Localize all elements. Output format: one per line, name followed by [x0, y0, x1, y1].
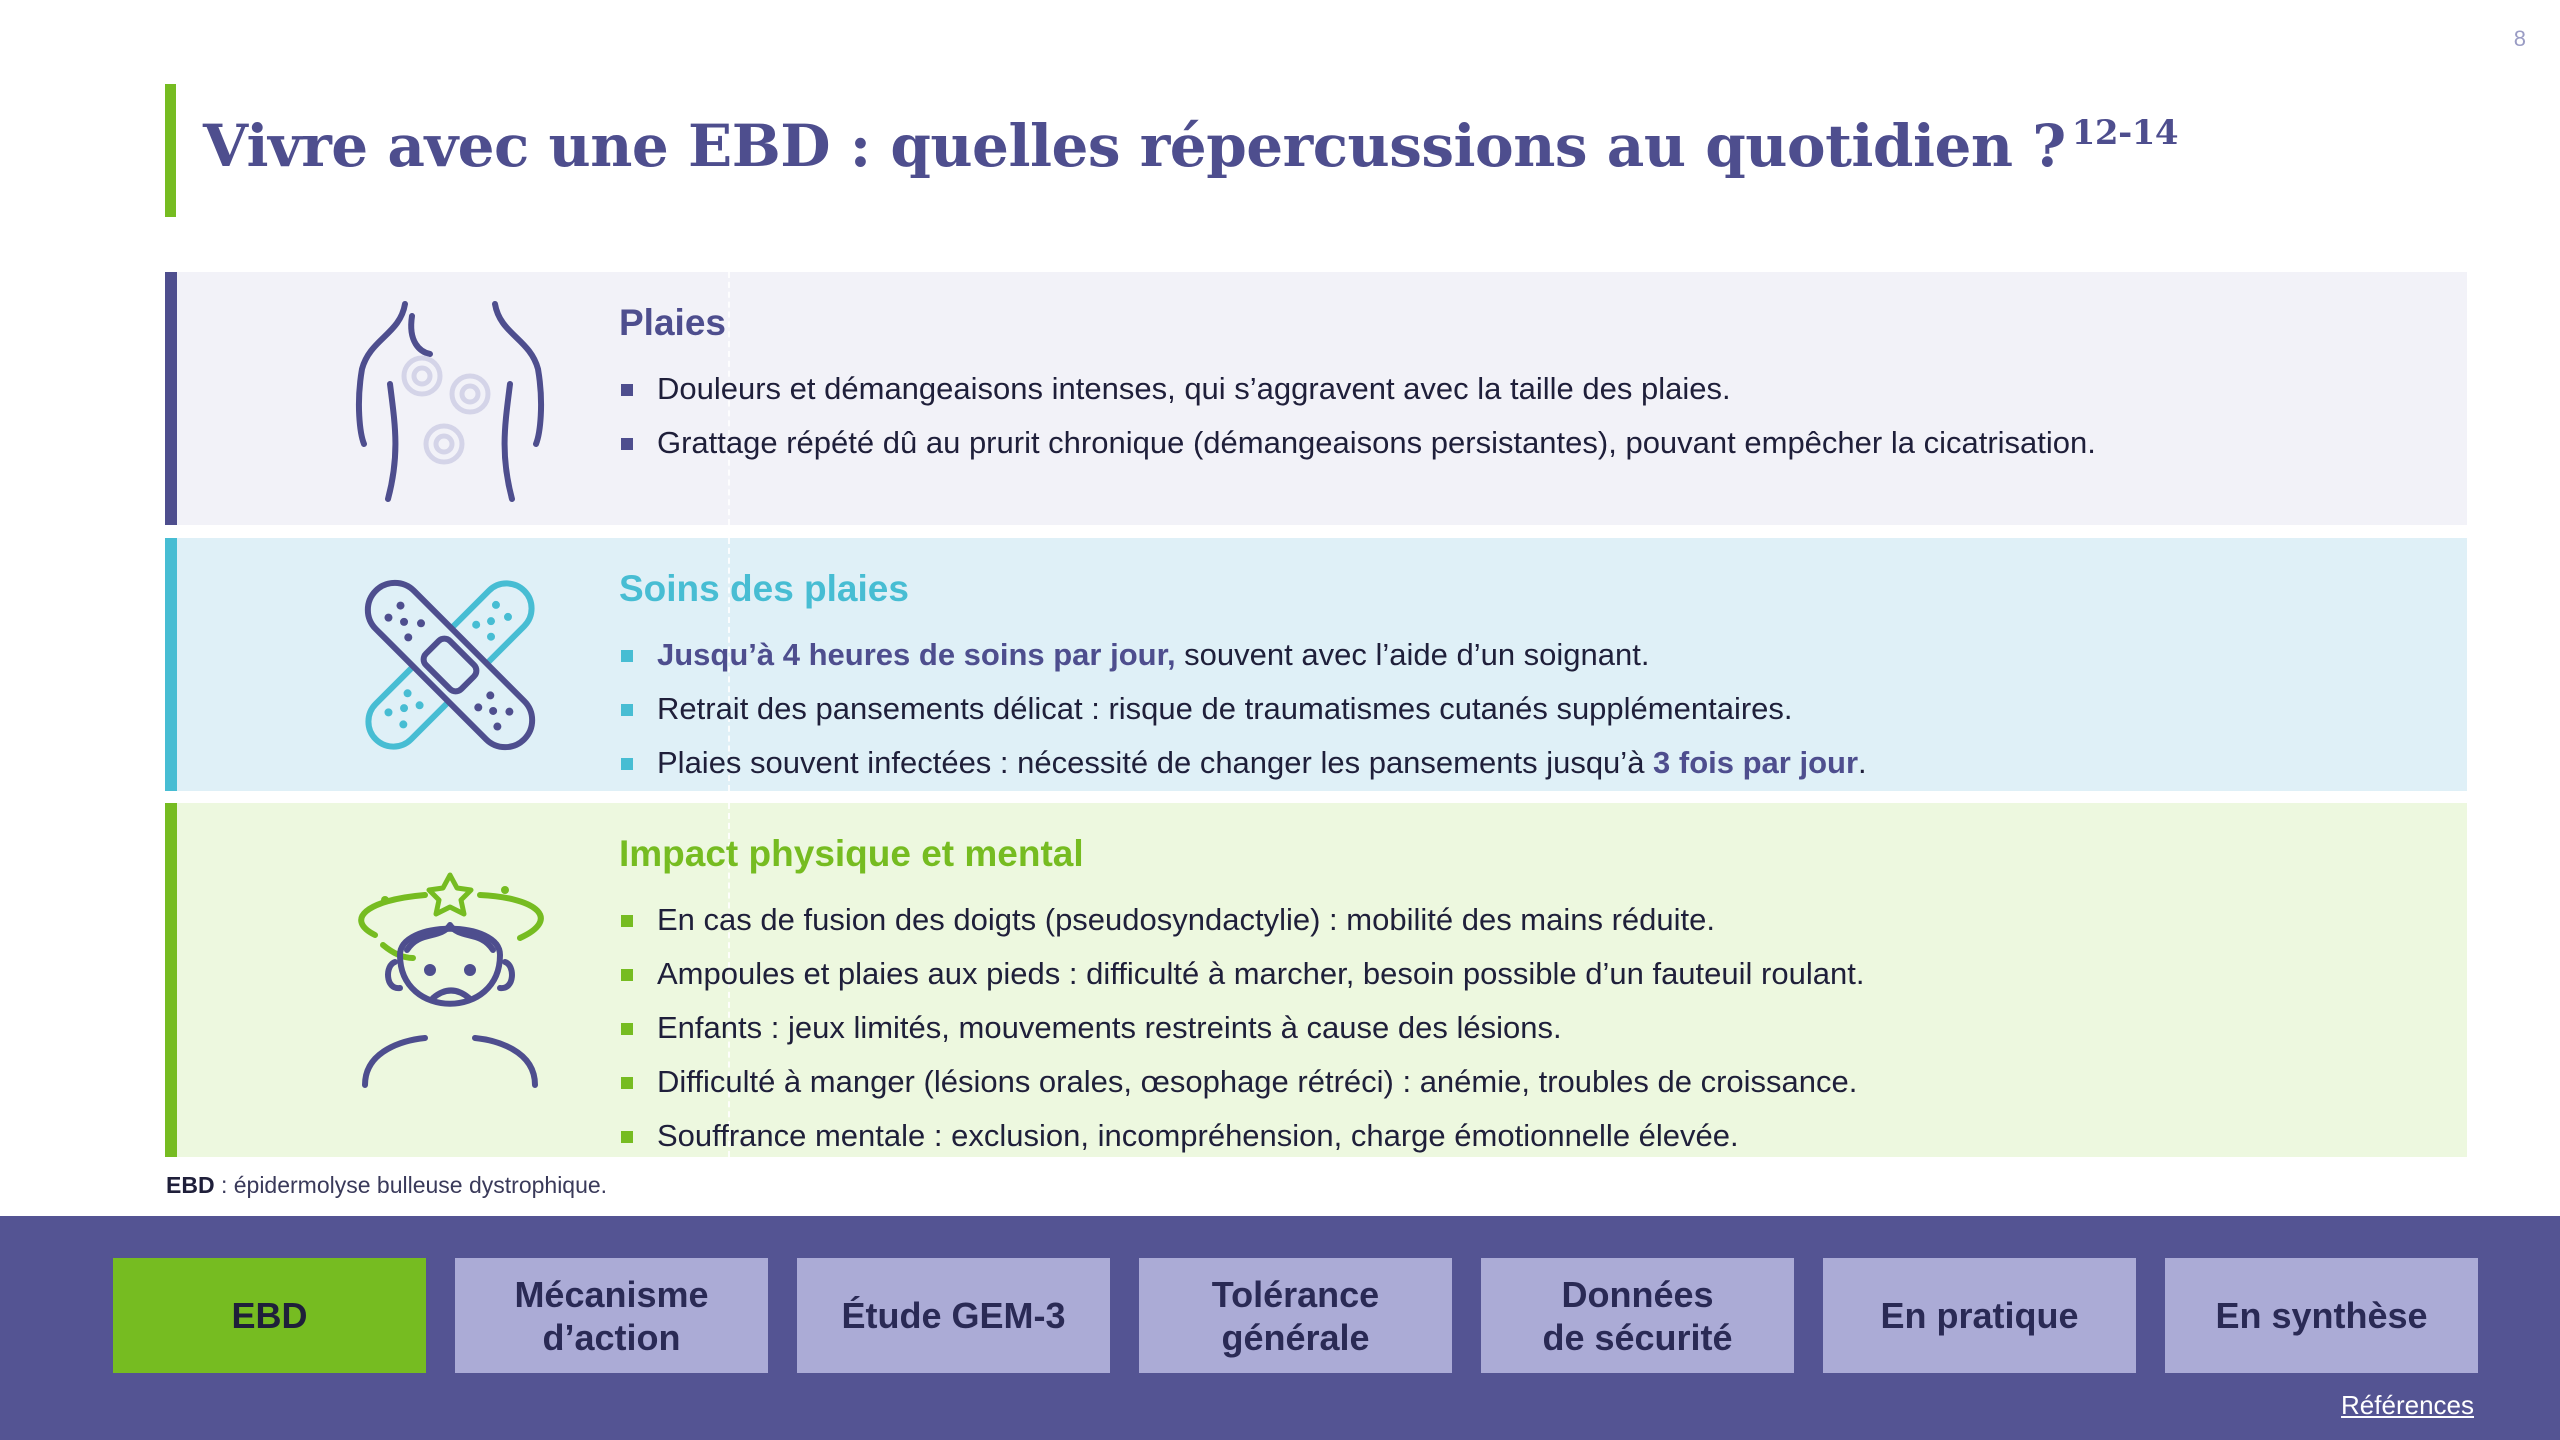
list-item: Difficulté à manger (lésions orales, œsophage rétréci) : anémie, troubles de croissance. [619, 1055, 2427, 1109]
nav-button-mecanisme[interactable]: Mécanisme d’action [455, 1258, 768, 1373]
nav-button-ebd[interactable]: EBD [113, 1258, 426, 1373]
list-item: Plaies souvent infectées : nécessité de changer les pansements jusqu’à 3 fois par jour. [619, 736, 2427, 790]
list-item: Enfants : jeux limités, mouvements restreints à cause des lésions. [619, 1001, 2427, 1055]
section-accent [165, 272, 177, 525]
section-soins-des-plaies [165, 538, 2467, 791]
section-title: Plaies [619, 302, 726, 343]
list-item: Grattage répété dû au prurit chronique (démangeaisons persistantes), pouvant empêcher la cicatrisation. [619, 416, 2427, 470]
nav-button-tolerance[interactable]: Tolérance générale [1139, 1258, 1452, 1373]
list-item: Douleurs et démangeaisons intenses, qui s’aggravent avec la taille des plaies. [619, 362, 2427, 416]
bullet-square-icon [621, 650, 633, 662]
nav-button-etude-gem3[interactable]: Étude GEM-3 [797, 1258, 1110, 1373]
nav-button-donnees-securite[interactable]: Données de sécurité [1481, 1258, 1794, 1373]
section-plaies [165, 272, 2467, 525]
bullet-square-icon [621, 969, 633, 981]
bullet-square-icon [621, 438, 633, 450]
page-title: Vivre avec une EBD : quelles répercussions au quotidien ? $^{12-14}$ [203, 112, 2179, 180]
bullet-square-icon [621, 915, 633, 927]
title-references: 12-14 [2071, 113, 2179, 153]
section-title: Impact physique et mental [619, 833, 1084, 874]
bandages-icon [260, 538, 640, 791]
title-accent-bar [165, 84, 176, 217]
list-item: Souffrance mentale : exclusion, incompréhension, charge émotionnelle élevée. [619, 1109, 2427, 1163]
references-link[interactable]: Références [2341, 1390, 2474, 1420]
list-item: Ampoules et plaies aux pieds : difficulté à marcher, besoin possible d’un fauteuil roulant. [619, 947, 2427, 1001]
list-item: Retrait des pansements délicat : risque de traumatismes cutanés supplémentaires. [619, 682, 2427, 736]
bullet-square-icon [621, 758, 633, 770]
bullet-square-icon [621, 384, 633, 396]
section-accent [165, 803, 177, 1157]
list-item: En cas de fusion des doigts (pseudosyndactylie) : mobilité des mains réduite. [619, 893, 2427, 947]
footnote: EBD : épidermolyse bulleuse dystrophique. [166, 1172, 608, 1198]
bullet-square-icon [621, 1077, 633, 1089]
bottom-navigation [0, 1216, 2560, 1440]
section-accent [165, 538, 177, 791]
torso-wounds-icon [260, 272, 640, 525]
list-item: Jusqu’à 4 heures de soins par jour, souvent avec l’aide d’un soignant. [619, 628, 2427, 682]
dizzy-child-icon [260, 803, 640, 1157]
bullet-square-icon [621, 704, 633, 716]
bullet-square-icon [621, 1023, 633, 1035]
bullet-square-icon [621, 1131, 633, 1143]
page-number: 8 [2513, 26, 2526, 51]
section-title: Soins des plaies [619, 568, 909, 609]
section-impact-physique-mental [165, 803, 2467, 1157]
nav-button-en-synthese[interactable]: En synthèse [2165, 1258, 2478, 1373]
nav-button-en-pratique[interactable]: En pratique [1823, 1258, 2136, 1373]
